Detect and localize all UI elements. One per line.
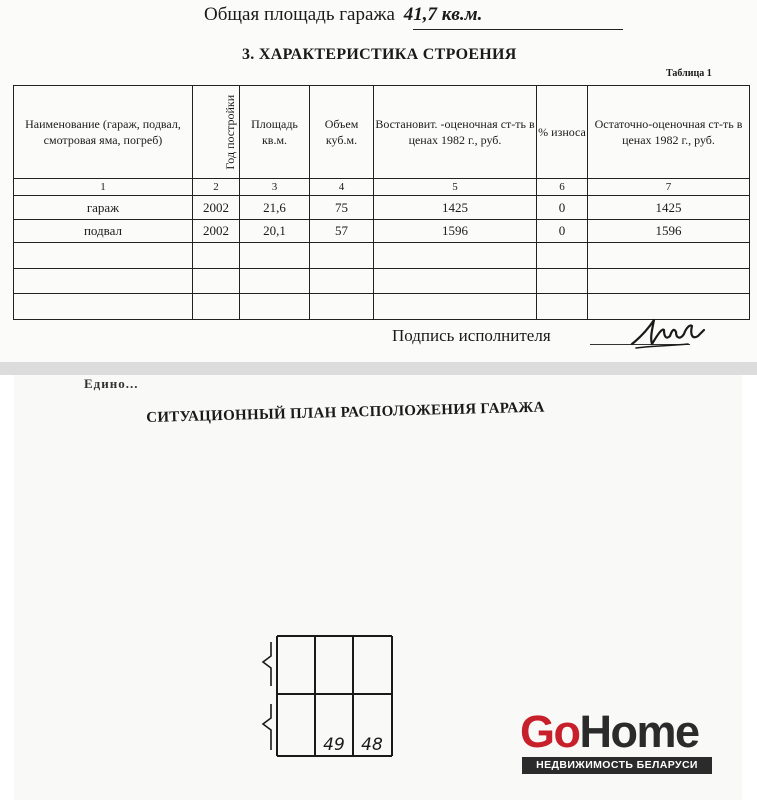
column-number-row [14, 179, 750, 196]
sheet-divider [0, 362, 757, 375]
situational-plan-diagram [255, 632, 395, 762]
column-number: 2 [193, 179, 240, 196]
break-line-bottom [263, 704, 271, 750]
cell-name: гараж [14, 196, 193, 220]
header-year [193, 86, 240, 179]
header-residual-cost: Остаточно-оценочная ст-ть в ценах 1982 г., руб. [588, 86, 750, 179]
plan-number-48: 48 [361, 735, 383, 755]
column-number: 7 [588, 179, 750, 196]
cell-name: подвал [14, 219, 193, 243]
building-characteristics-table [13, 85, 750, 320]
empty-row [14, 243, 750, 269]
signature-label: Подпись исполнителя [392, 326, 551, 345]
total-area-line [204, 4, 482, 26]
column-number: 5 [374, 179, 537, 196]
table-row [14, 219, 750, 243]
column-number: 3 [240, 179, 310, 196]
empty-row [14, 268, 750, 294]
column-number: 4 [310, 179, 374, 196]
situational-plan-title: СИТУАЦИОННЫЙ ПЛАН РАСПОЛОЖЕНИЯ ГАРАЖА [146, 399, 545, 426]
logo-word-home: Home [579, 706, 699, 757]
table-row [14, 196, 750, 220]
column-number: 6 [537, 179, 588, 196]
cell-wear: 0 [537, 196, 588, 220]
cell-replacement-cost: 1425 [374, 196, 537, 220]
cell-area: 20,1 [240, 219, 310, 243]
lower-sheet-left-margin [0, 375, 14, 800]
cell-volume: 75 [310, 196, 374, 220]
table-header-row [14, 86, 750, 179]
lower-sheet-right-margin [742, 375, 757, 800]
logo-tagline: НЕДВИЖИМОСТЬ БЕЛАРУСИ [522, 757, 712, 774]
cell-residual-cost: 1596 [588, 219, 750, 243]
header-area: Площадь кв.м. [240, 86, 310, 179]
cell-year: 2002 [193, 219, 240, 243]
column-number: 1 [14, 179, 193, 196]
cell-replacement-cost: 1596 [374, 219, 537, 243]
total-area-underline [413, 29, 623, 30]
section-title: 3. ХАРАКТЕРИСТИКА СТРОЕНИЯ [242, 46, 517, 63]
gohome-logo [520, 707, 713, 773]
cell-volume: 57 [310, 219, 374, 243]
header-year-text: Год постройки [223, 94, 238, 170]
total-area-label: Общая площадь гаража [204, 4, 395, 25]
header-replacement-cost: Востановит. -оценочная ст-ть в ценах 1982 г., руб. [374, 86, 537, 179]
total-area-value: 41,7 кв.м. [403, 4, 483, 25]
cell-year: 2002 [193, 196, 240, 220]
signature-mark [628, 312, 708, 354]
cell-wear: 0 [537, 219, 588, 243]
table-label: Таблица 1 [666, 68, 712, 79]
header-volume: Объем куб.м. [310, 86, 374, 179]
break-line-top [263, 642, 271, 686]
cut-off-heading: Едино... [84, 376, 139, 391]
logo-word-go: Go [520, 706, 580, 757]
cell-residual-cost: 1425 [588, 196, 750, 220]
plan-number-49: 49 [323, 735, 345, 755]
header-name: Наименование (гараж, подвал, смотровая яма, погреб) [14, 86, 193, 179]
header-wear: % износа [537, 86, 588, 179]
logo-wordmark [520, 707, 699, 757]
cell-area: 21,6 [240, 196, 310, 220]
